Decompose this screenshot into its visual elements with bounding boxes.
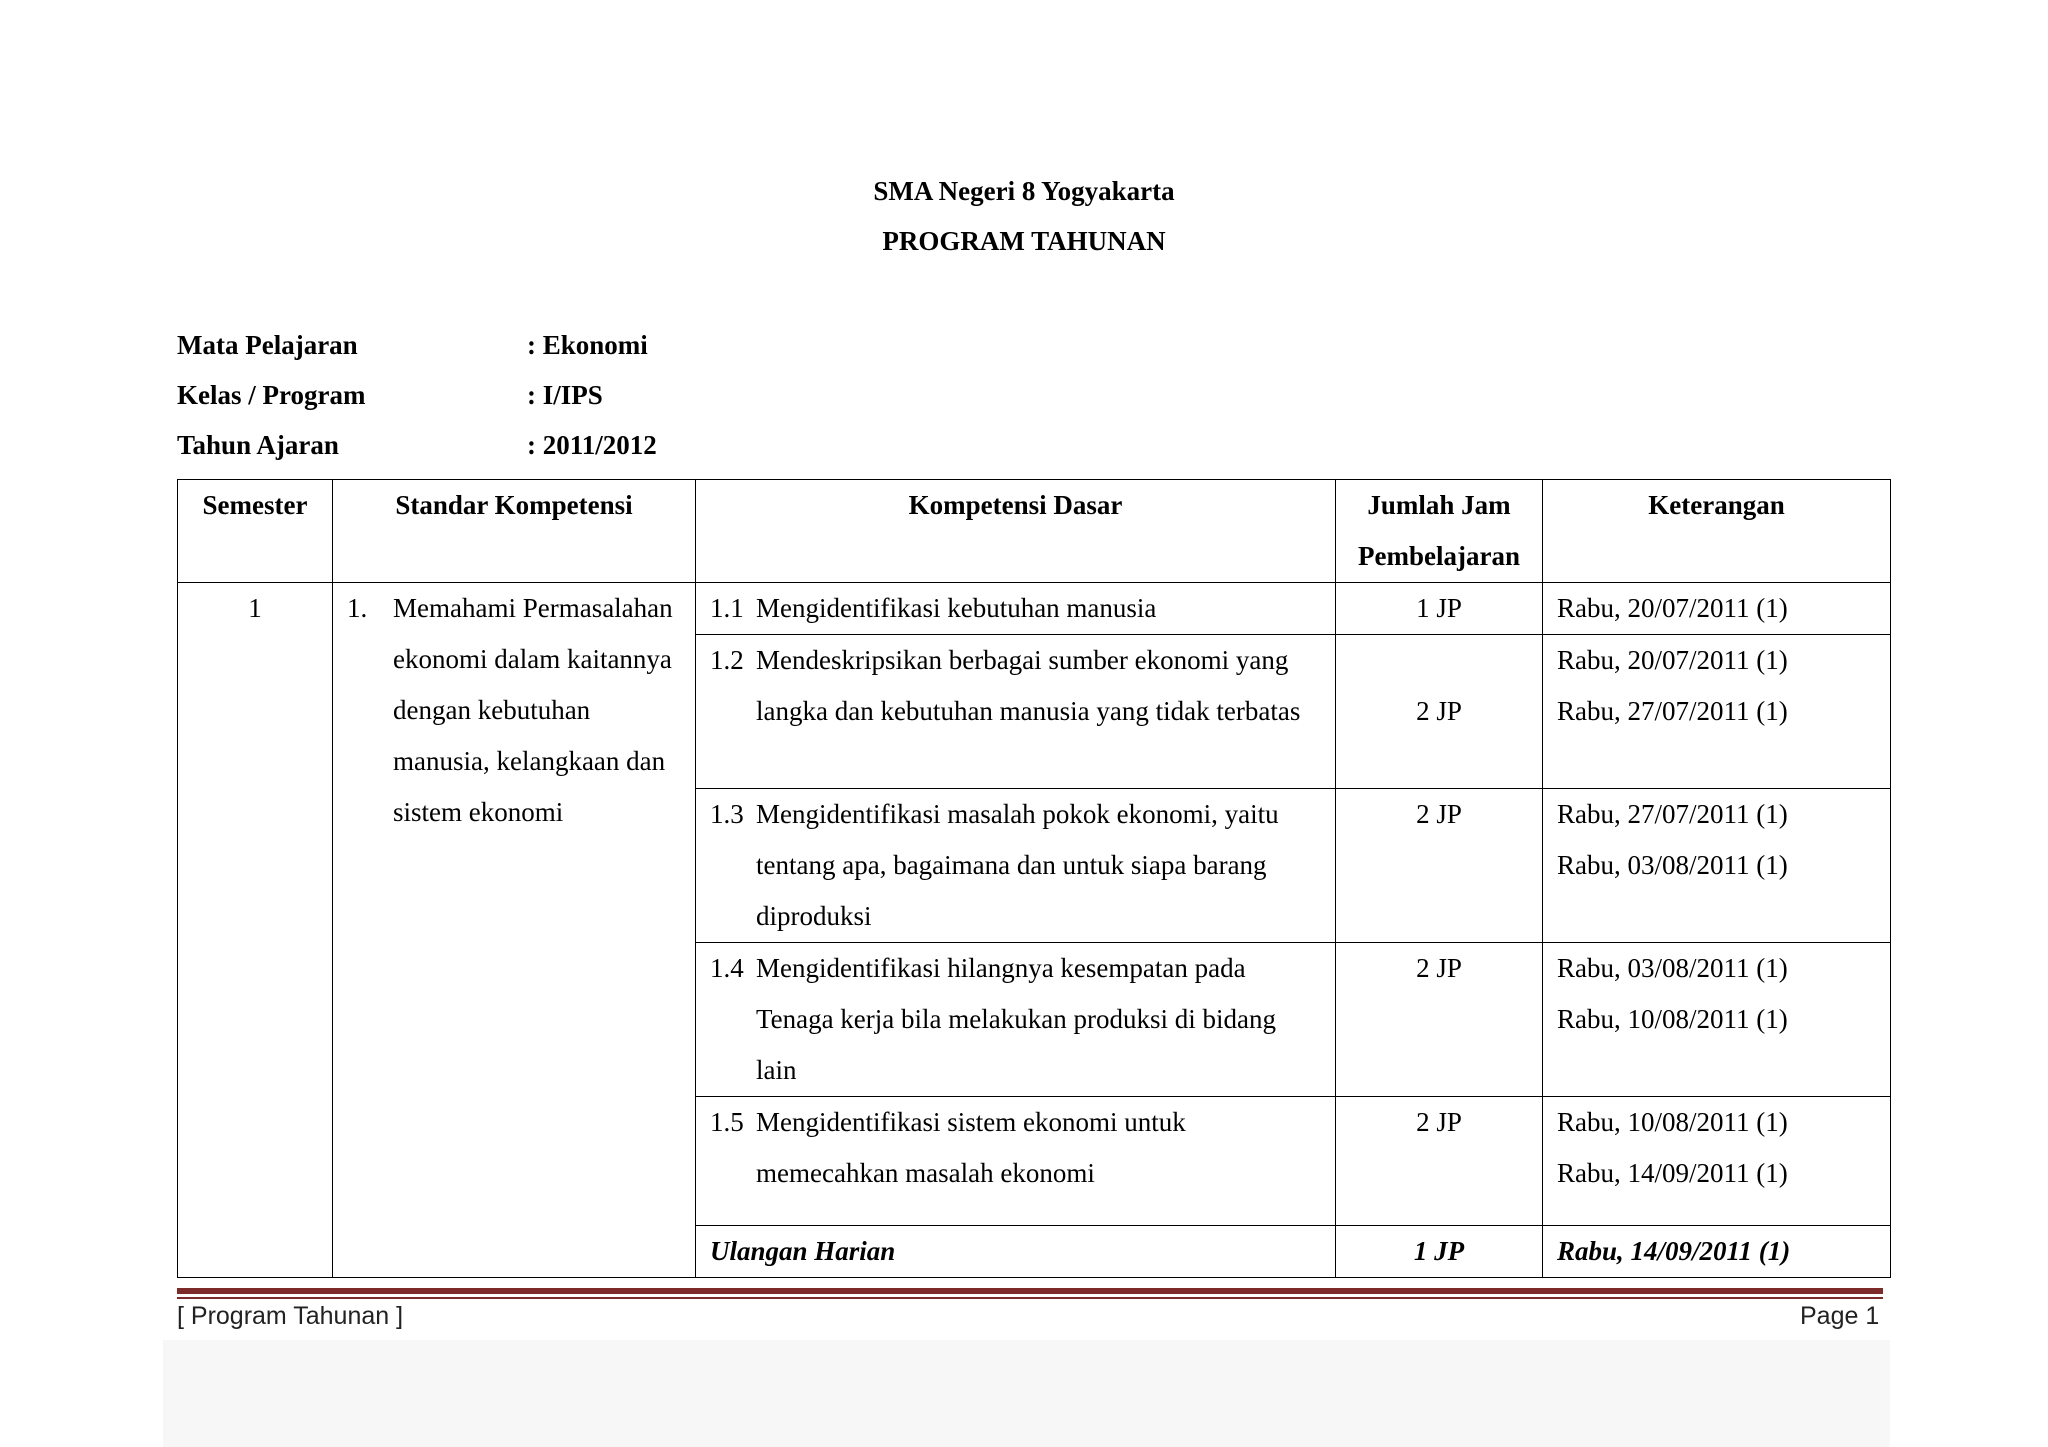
kompetensi-number: 1.4 bbox=[710, 953, 744, 983]
header-jumlah-line1: Jumlah Jam bbox=[1367, 490, 1511, 520]
keterangan-date: Rabu, 14/09/2011 (1) bbox=[1557, 1158, 1788, 1188]
keterangan-date: Rabu, 20/07/2011 (1) bbox=[1557, 593, 1788, 623]
footer-divider-thick bbox=[177, 1288, 1883, 1294]
program-table bbox=[177, 479, 1891, 1278]
kompetensi-text: Mendeskripsikan berbagai sumber ekonomi yang langka dan kebutuhan manusia yang tidak terbatas bbox=[756, 645, 1301, 726]
kompetensi-number: 1.3 bbox=[710, 799, 744, 829]
kompetensi-cell bbox=[696, 943, 1336, 1097]
keterangan-cell bbox=[1543, 635, 1891, 789]
document-title: PROGRAM TAHUNAN bbox=[882, 226, 1166, 256]
keterangan-date: Rabu, 27/07/2011 (1) bbox=[1557, 696, 1788, 726]
keterangan-cell bbox=[1543, 789, 1891, 943]
footer-shade bbox=[163, 1340, 1890, 1447]
footer-divider bbox=[177, 1288, 1883, 1299]
kompetensi-number: 1.5 bbox=[710, 1107, 744, 1137]
footer-document-label: [ Program Tahunan ] bbox=[177, 1302, 404, 1330]
kompetensi-number: 1.2 bbox=[710, 645, 744, 675]
header-kompetensi-dasar: Kompetensi Dasar bbox=[696, 480, 1336, 583]
jp-cell: 2 JP bbox=[1336, 1097, 1543, 1226]
ulangan-harian-date: Rabu, 14/09/2011 (1) bbox=[1543, 1226, 1891, 1278]
header-standar-kompetensi: Standar Kompetensi bbox=[333, 480, 696, 583]
kompetensi-text: Mengidentifikasi masalah pokok ekonomi, yaitu tentang apa, bagaimana dan untuk siapa barang diproduksi bbox=[756, 799, 1279, 931]
standar-kompetensi-cell bbox=[333, 583, 696, 1278]
keterangan-date: Rabu, 27/07/2011 (1) bbox=[1557, 799, 1788, 829]
keterangan-cell bbox=[1543, 943, 1891, 1097]
info-value: : 2011/2012 bbox=[527, 430, 657, 461]
info-value: : I/IPS bbox=[527, 380, 603, 411]
kompetensi-cell bbox=[696, 583, 1336, 635]
jp-cell: 1 JP bbox=[1336, 583, 1543, 635]
jp-cell: 2 JP bbox=[1336, 789, 1543, 943]
semester-cell: 1 bbox=[178, 583, 333, 1278]
ulangan-harian-jp: 1 JP bbox=[1336, 1226, 1543, 1278]
keterangan-date: Rabu, 20/07/2011 (1) bbox=[1557, 645, 1788, 675]
standar-text: Memahami Permasalahan ekonomi dalam kaitannya dengan kebutuhan manusia, kelangkaan dan sistem ekonomi bbox=[393, 593, 673, 827]
header-jumlah-line2: Pembelajaran bbox=[1358, 541, 1520, 571]
kompetensi-text: Mengidentifikasi sistem ekonomi untuk memecahkan masalah ekonomi bbox=[756, 1107, 1186, 1188]
footer-divider-thin bbox=[177, 1297, 1883, 1299]
keterangan-cell bbox=[1543, 583, 1891, 635]
school-name: SMA Negeri 8 Yogyakarta bbox=[873, 176, 1175, 206]
kompetensi-number: 1.1 bbox=[710, 593, 744, 623]
keterangan-date: Rabu, 03/08/2011 (1) bbox=[1557, 953, 1788, 983]
ulangan-harian-label: Ulangan Harian bbox=[696, 1226, 1336, 1278]
keterangan-date: Rabu, 10/08/2011 (1) bbox=[1557, 1004, 1788, 1034]
jp-cell: 2 JP bbox=[1336, 943, 1543, 1097]
keterangan-date: Rabu, 10/08/2011 (1) bbox=[1557, 1107, 1788, 1137]
kompetensi-text: Mengidentifikasi hilangnya kesempatan pada Tenaga kerja bila melakukan produksi di bidang lain bbox=[756, 953, 1276, 1085]
footer-page-number: Page 1 bbox=[1800, 1302, 1880, 1330]
keterangan-cell bbox=[1543, 1097, 1891, 1226]
header-jumlah-jam bbox=[1336, 480, 1543, 583]
header-keterangan: Keterangan bbox=[1543, 480, 1891, 583]
kompetensi-cell bbox=[696, 1097, 1336, 1226]
info-label: Mata Pelajaran bbox=[177, 330, 358, 360]
keterangan-date: Rabu, 03/08/2011 (1) bbox=[1557, 850, 1788, 880]
table-header-row bbox=[178, 480, 1891, 583]
info-value: : Ekonomi bbox=[527, 330, 648, 361]
kompetensi-cell bbox=[696, 635, 1336, 789]
table-row bbox=[178, 583, 1891, 635]
jp-cell: 2 JP bbox=[1336, 635, 1543, 789]
standar-number: 1. bbox=[347, 593, 368, 623]
kompetensi-text: Mengidentifikasi kebutuhan manusia bbox=[756, 593, 1157, 623]
header-semester: Semester bbox=[178, 480, 333, 583]
info-label: Kelas / Program bbox=[177, 380, 366, 410]
kompetensi-cell bbox=[696, 789, 1336, 943]
info-label: Tahun Ajaran bbox=[177, 430, 339, 460]
